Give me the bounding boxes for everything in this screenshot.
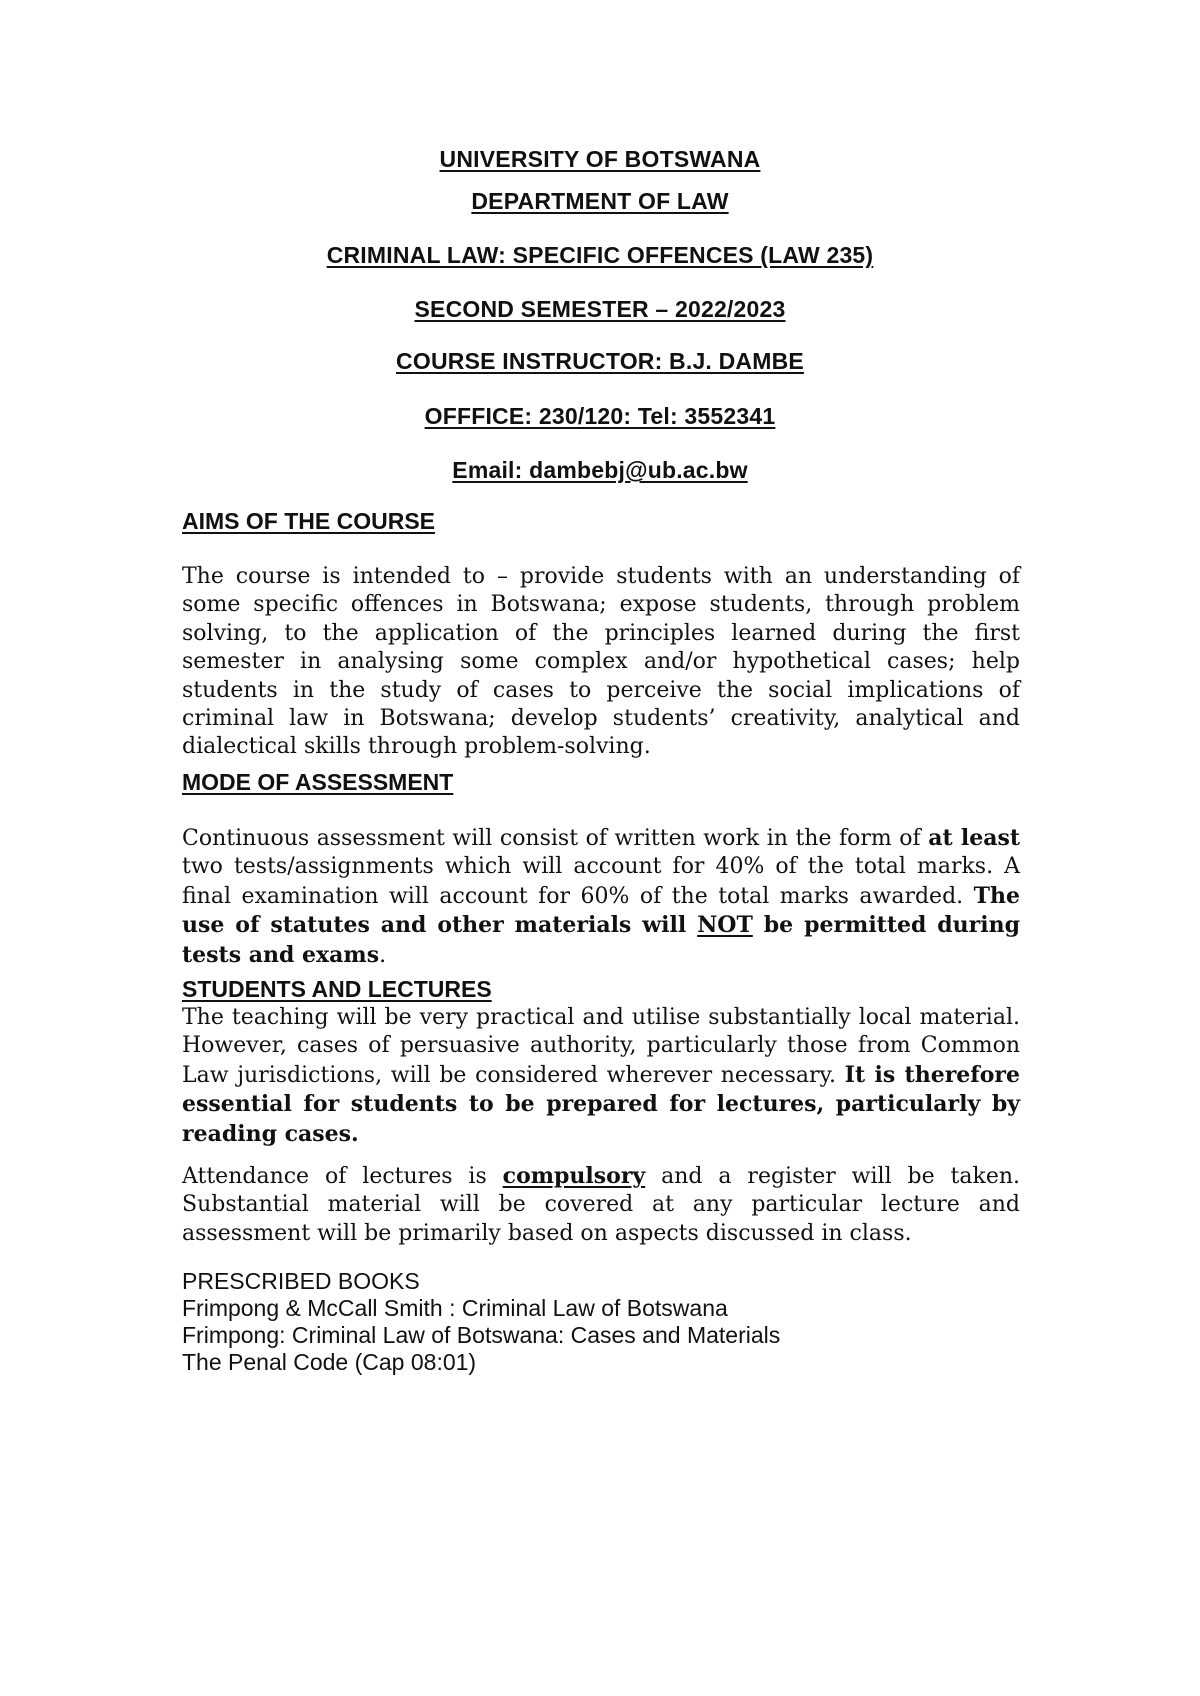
instructor-line: COURSE INSTRUCTOR: B.J. DAMBE (396, 348, 804, 374)
assessment-bold-statutes: The use of statutes and other materials will (182, 882, 1020, 939)
semester-line: SECOND SEMESTER – 2022/2023 (414, 296, 786, 322)
assessment-paragraph (182, 824, 1020, 970)
assessment-text-3: . (379, 942, 387, 968)
university-title: UNIVERSITY OF BOTSWANA (439, 146, 761, 172)
course-title: CRIMINAL LAW: SPECIFIC OFFENCES (LAW 235) (326, 242, 874, 268)
assessment-bold-at-least: at least (928, 825, 1021, 851)
assessment-bold-permitted: be permitted during tests and exams (182, 912, 1021, 968)
lectures-bold: It is therefore essential for students to be prepared for lectures, particularly by reading cases. (182, 1061, 1021, 1147)
lectures-text-1: The teaching will be very practical and utilise substantially local material. However, cases of persuasive authority, particularly those from Common Law jurisdictions, will be considered wherever necessary. (182, 1005, 1020, 1088)
department-title: DEPARTMENT OF LAW (471, 188, 729, 214)
attendance-text-1: Attendance of lectures is (182, 1164, 503, 1189)
lectures-paragraph (182, 1004, 1020, 1149)
book-item-1: Frimpong & McCall Smith : Criminal Law of Botswana (182, 1295, 728, 1321)
email-line: Email: dambebj@ub.ac.bw (452, 457, 748, 483)
lectures-heading: STUDENTS AND LECTURES (182, 976, 492, 1002)
assessment-bold-not: NOT (697, 912, 753, 939)
assessment-text-2: two tests/assignments which will account for 40% of the total marks. A final examination will account for 60% of the total marks awarded. (182, 854, 1020, 909)
book-item-2: Frimpong: Criminal Law of Botswana: Cases and Materials (182, 1322, 781, 1348)
books-heading: PRESCRIBED BOOKS (182, 1268, 420, 1294)
office-line: OFFFICE: 230/120: Tel: 3552341 (424, 403, 776, 429)
assessment-text-1: Continuous assessment will consist of written work in the form of (182, 826, 929, 851)
book-item-3: The Penal Code (Cap 08:01) (182, 1349, 477, 1375)
aims-paragraph: The course is intended to – provide students with an understanding of some specific offences in Botswana; expose students, through problem solving, to the application of the principles learned during the first semester in analysing some complex and/or hypothetical cases; help students in the study of cases to perceive the social implications of criminal law in Botswana; develop students’ creativity, analytical and dialectical skills through problem-solving. (182, 564, 1020, 760)
attendance-paragraph (182, 1162, 1020, 1248)
aims-heading: AIMS OF THE COURSE (182, 508, 436, 534)
attendance-text-2: and a register will be taken. Substantial material will be covered at any particular lecture and assessment will be primarily based on aspects discussed in class. (182, 1164, 1021, 1246)
attendance-bold-compulsory: compulsory (502, 1163, 646, 1189)
assessment-heading: MODE OF ASSESSMENT (182, 769, 454, 795)
